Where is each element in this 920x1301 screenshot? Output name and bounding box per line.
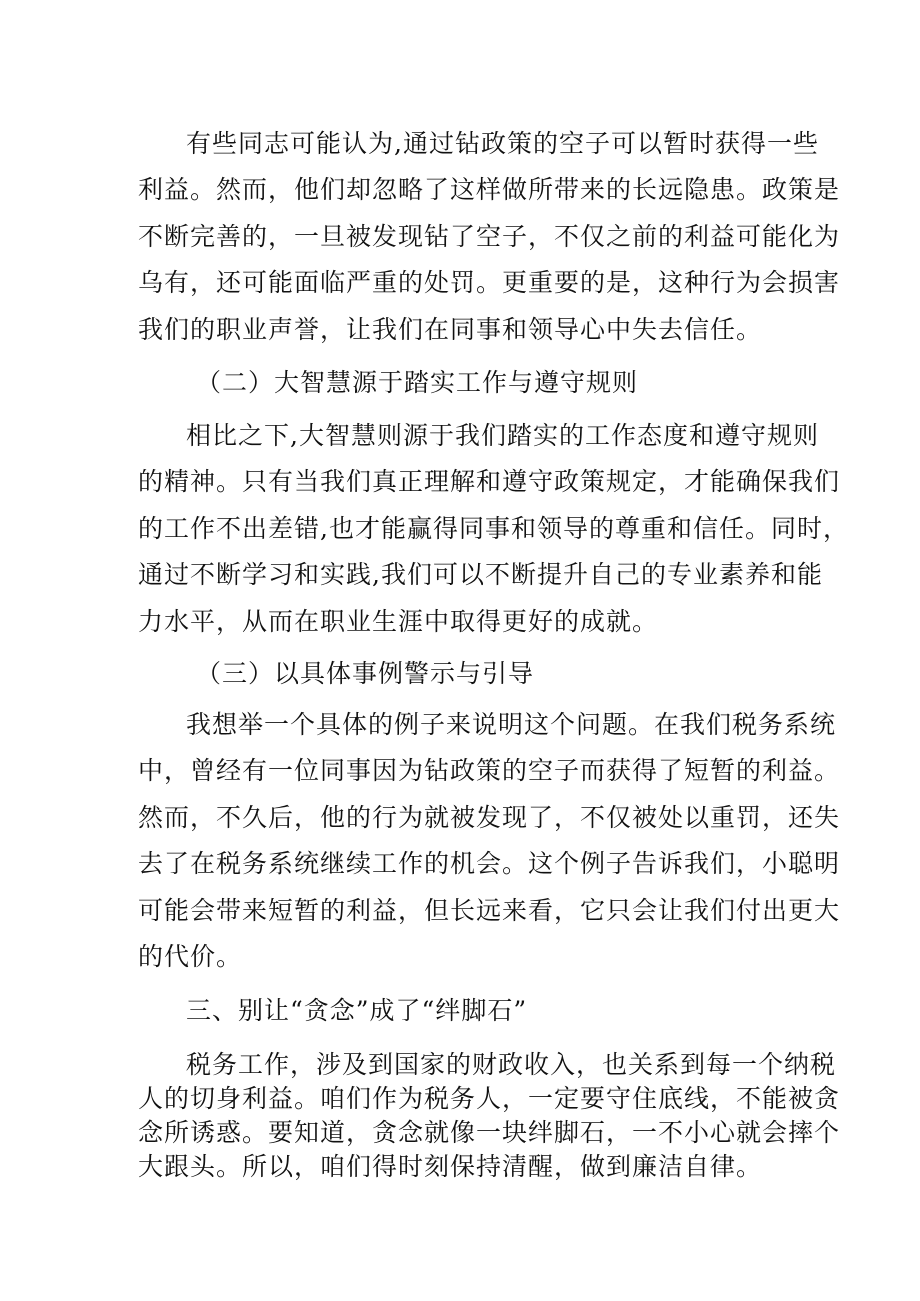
paragraph-line: 乌有，还可能面临严重的处罚。更重要的是，这种行为会损害 bbox=[138, 268, 841, 297]
paragraph-line: 相比之下,大智慧则源于我们踏实的工作态度和遵守规则 bbox=[186, 421, 819, 450]
paragraph-line: 可能会带来短暂的利益，但长远来看，它只会让我们付出更大 bbox=[138, 896, 841, 925]
paragraph-line: 的精神。只有当我们真正理解和遵守政策规定，才能确保我们 bbox=[138, 467, 841, 496]
paragraph-line: 我们的职业声誉，让我们在同事和领导心中失去信任。 bbox=[138, 315, 763, 344]
paragraph-line: 我想举一个具体的例子来说明这个问题。在我们税务系统 bbox=[186, 710, 837, 739]
paragraph-line: 去了在税务系统继续工作的机会。这个例子告诉我们，小聪明 bbox=[138, 849, 841, 878]
paragraph-line: 税务工作，涉及到国家的财政收入，也关系到每一个纳税 bbox=[186, 1050, 837, 1079]
paragraph-line: 的工作不出差错,也才能赢得同事和领导的尊重和信任。同时， bbox=[138, 514, 849, 543]
paragraph-line: 利益。然而，他们却忽略了这样做所带来的长远隐患。政策是 bbox=[138, 175, 841, 204]
section-heading-3: 三、别让“贪念”成了“绊脚石” bbox=[186, 996, 528, 1025]
paragraph-line: 人的切身利益。咱们作为税务人，一定要守住底线，不能被贪 bbox=[138, 1084, 841, 1113]
paragraph-line: 大跟头。所以，咱们得时刻保持清醒，做到廉洁自律。 bbox=[138, 1152, 763, 1181]
paragraph-line: 念所诱惑。要知道，贪念就像一块绊脚石，一不小心就会摔个 bbox=[138, 1118, 841, 1147]
paragraph-line: 的代价。 bbox=[138, 942, 243, 971]
paragraph-line: 力水平，从而在职业生涯中取得更好的成就。 bbox=[138, 607, 659, 636]
subsection-heading-2: （二）大智慧源于踏实工作与遵守规则 bbox=[196, 368, 639, 397]
paragraph-line: 然而，不久后，他的行为就被发现了，不仅被处以重罚，还失 bbox=[138, 803, 841, 832]
paragraph-line: 中，曾经有一位同事因为钻政策的空子而获得了短暂的利益。 bbox=[138, 756, 841, 785]
subsection-heading-3: （三）以具体事例警示与引导 bbox=[196, 659, 535, 688]
paragraph-line: 通过不断学习和实践,我们可以不断提升自己的专业素养和能 bbox=[138, 560, 823, 589]
paragraph-line: 不断完善的，一旦被发现钻了空子，不仅之前的利益可能化为 bbox=[138, 222, 841, 251]
paragraph-line: 有些同志可能认为,通过钻政策的空子可以暂时获得一些 bbox=[186, 129, 819, 158]
